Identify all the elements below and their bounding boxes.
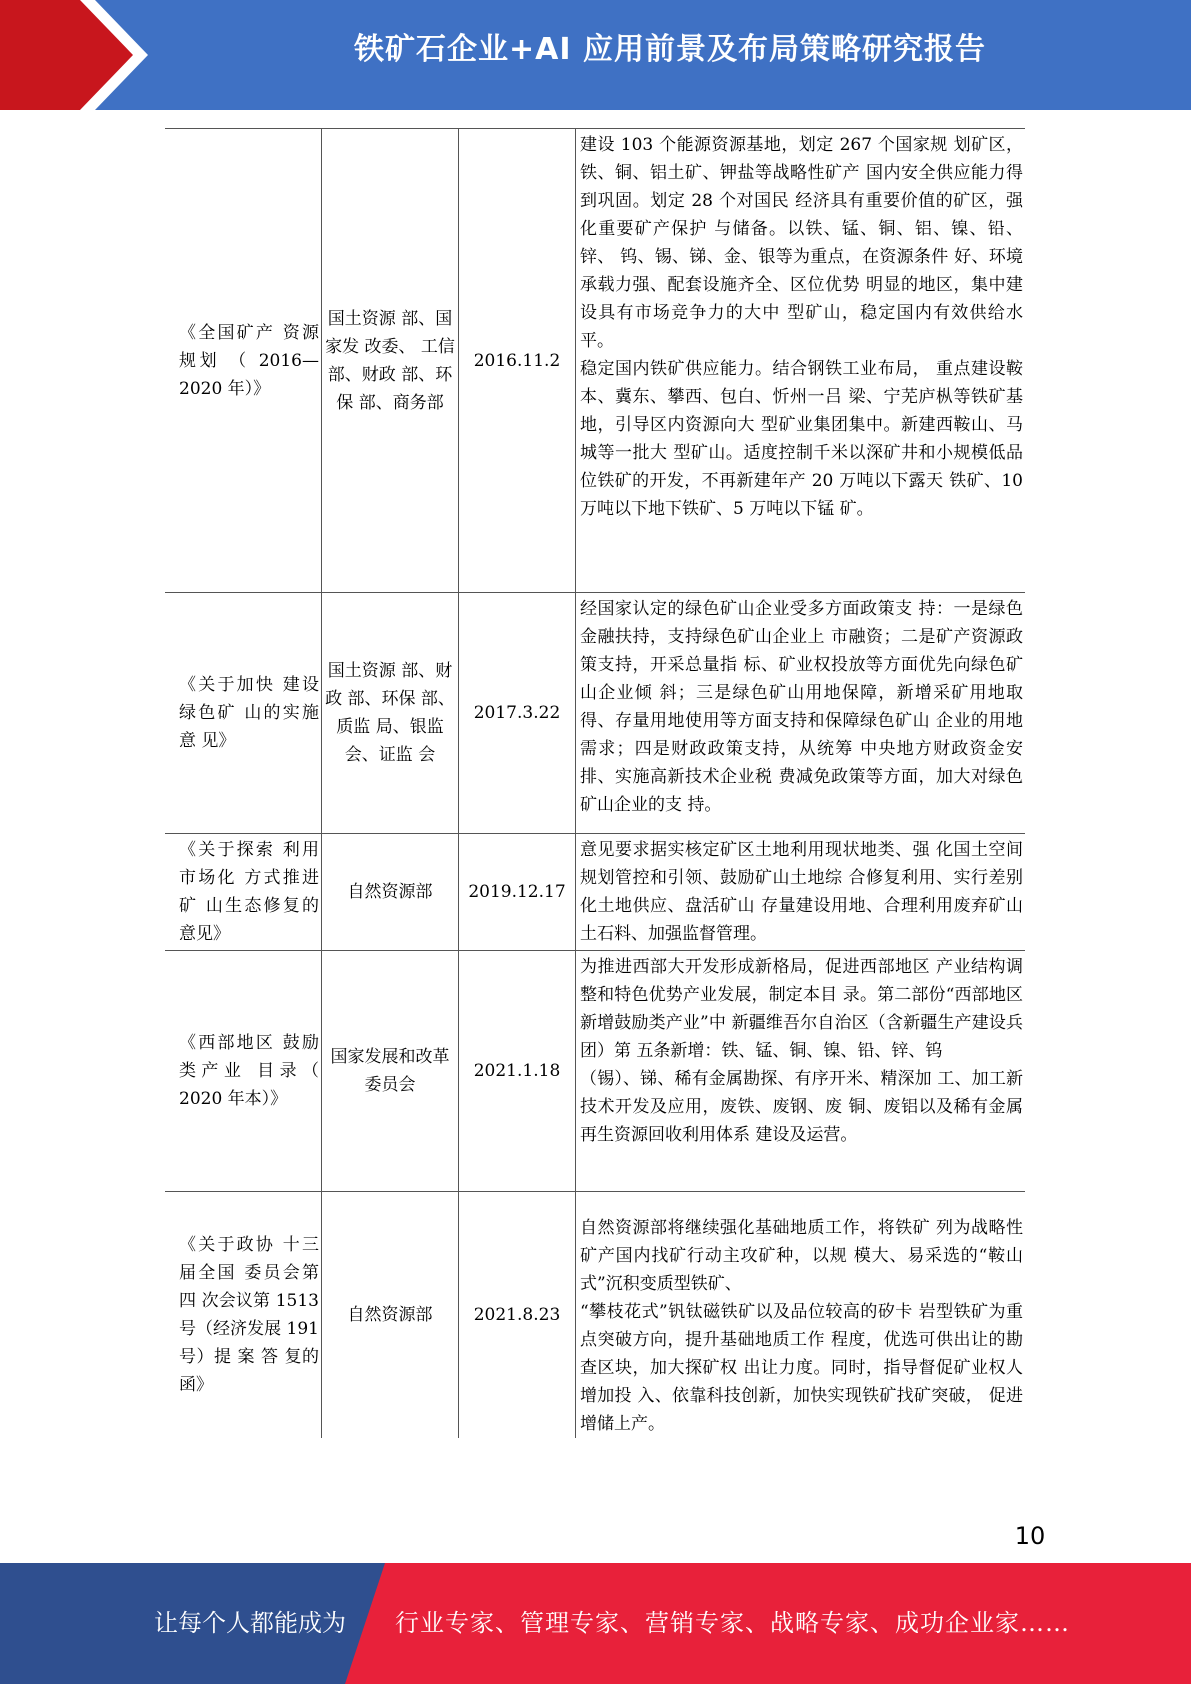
table-row — [165, 834, 1025, 951]
footer-slogan-right: 行业专家、管理专家、营销专家、战略专家、成功企业家…… — [395, 1609, 1070, 1637]
table-row — [165, 129, 1025, 593]
policy-desc-cell — [576, 951, 1026, 1192]
issuing-dept-cell: 自然资源部 — [322, 834, 459, 951]
desc-paragraph: 稳定国内铁矿供应能力。结合钢铁工业布局， 重点建设鞍本、冀东、攀西、包白、忻州一吕 梁、宁芜庐枞等铁矿基地，引导区内资源向大 型矿业集团集中。新建西鞍山、马城等一批大 型矿山。适度控制千米以深矿井和小规模低品 位铁矿的开发，不再新建年产 20 万吨以下露天 铁矿、10 万吨以下地下铁矿、5 万吨以下锰 矿。 — [580, 359, 1023, 519]
issuing-dept-cell: 国家发展和改革委员会 — [322, 951, 459, 1192]
desc-paragraph: “攀枝花式”钒钛磁铁矿以及品位较高的矽卡 岩型铁矿为重点突破方向，提升基础地质工作 程度，优选可供出让的勘查区块，加大探矿权 出让力度。同时，指导督促矿业权人增加投 入、依靠科技创新，加快实现铁矿找矿突破， 促进增储上产。 — [580, 1301, 1023, 1434]
header-arrow-icon — [0, 0, 160, 110]
table-row — [165, 951, 1025, 1192]
page-footer — [0, 1563, 1191, 1684]
policy-title-cell: 《全国矿产 资源规划 （ 2016—2020 年）》 — [165, 129, 322, 593]
policy-table — [165, 128, 1025, 1438]
policy-desc-cell — [576, 593, 1026, 834]
report-title: 铁矿石企业+AI 应用前景及布局策略研究报告 — [354, 32, 986, 67]
desc-paragraph: （锡）、锑、稀有金属勘探、有序开米、精深加 工、加工新技术开发及应用，废铁、废钢、废 铜、废铝以及稀有金属再生资源回收利用体系 建设及运营。 — [580, 1069, 1023, 1145]
footer-slogan-left: 让每个人都能成为 — [154, 1609, 346, 1637]
policy-desc-cell — [576, 834, 1026, 951]
policy-title-cell: 《关于加快 建设绿色矿 山的实施意 见》 — [165, 593, 322, 834]
policy-desc-cell — [576, 129, 1026, 593]
page-number: 10 — [1014, 1522, 1046, 1550]
policy-title-cell: 《西部地区 鼓励类产业 目录（ 2020 年本）》 — [165, 951, 322, 1192]
issuing-dept-cell: 国土资源 部、财政 部、环保 部、质监 局、银监 会、证监 会 — [322, 593, 459, 834]
policy-title-cell: 《关于探索 利用市场化 方式推进矿 山生态修复的意见》 — [165, 834, 322, 951]
issue-date-cell: 2017.3.22 — [459, 593, 576, 834]
page-header — [0, 0, 1191, 110]
issue-date-cell: 2021.1.18 — [459, 951, 576, 1192]
desc-paragraph: 自然资源部将继续强化基础地质工作，将铁矿 列为战略性矿产国内找矿行动主攻矿种，以规 模大、易采选的“鞍山式”沉积变质型铁矿、 — [580, 1217, 1023, 1294]
issue-date-cell: 2021.8.23 — [459, 1192, 576, 1438]
policy-desc-cell — [576, 1192, 1026, 1438]
policy-title-cell: 《关于政协 十三届全国 委员会第四 次会议第 1513 号（经济发展 191 号）提 案 答 复的函》 — [165, 1192, 322, 1438]
desc-paragraph: 为推进西部大开发形成新格局，促进西部地区 产业结构调整和特色优势产业发展，制定本目 录。第二部份“西部地区新增鼓励类产业”中 新疆维吾尔自治区（含新疆生产建设兵团）第 五条新增：铁、锰、铜、镍、铅、锌、钨 — [580, 957, 1023, 1061]
issuing-dept-cell: 国土资源 部、国家发 改委、 工信部、财政 部、环保 部、商务部 — [322, 129, 459, 593]
desc-paragraph: 意见要求据实核定矿区土地利用现状地类、强 化国土空间规划管控和引领、鼓励矿山土地综 合修复利用、实行差别化土地供应、盘活矿山 存量建设用地、合理利用废弃矿山土石料、加强监督管理。 — [580, 840, 1023, 944]
issuing-dept-cell: 自然资源部 — [322, 1192, 459, 1438]
issue-date-cell: 2019.12.17 — [459, 834, 576, 951]
table-row — [165, 1192, 1025, 1438]
table-row — [165, 593, 1025, 834]
issue-date-cell: 2016.11.2 — [459, 129, 576, 593]
desc-paragraph: 经国家认定的绿色矿山企业受多方面政策支 持：一是绿色金融扶持，支持绿色矿山企业上 市融资；二是矿产资源政策支持，开采总量指 标、矿业权投放等方面优先向绿色矿山企业倾 斜；三是绿色矿山用地保障，新增采矿用地取 得、存量用地使用等方面支持和保障绿色矿山 企业的用地需求；四是财政政策支持，从统筹 中央地方财政资金安排、实施高新技术企业税 费减免政策等方面，加大对绿色矿山企业的支 持。 — [580, 599, 1023, 815]
desc-paragraph: 建设 103 个能源资源基地，划定 267 个国家规 划矿区，铁、铜、铝土矿、钾盐等战略性矿产 国内安全供应能力得到巩固。划定 28 个对国民 经济具有重要价值的矿区，强化重要矿产保护 与储备。以铁、锰、铜、铝、镍、铅、锌、 钨、锡、锑、金、银等为重点，在资源条件 好、环境承载力强、配套设施齐全、区位优势 明显的地区，集中建设具有市场竞争力的大中 型矿山，稳定国内有效供给水平。 — [580, 135, 1023, 351]
